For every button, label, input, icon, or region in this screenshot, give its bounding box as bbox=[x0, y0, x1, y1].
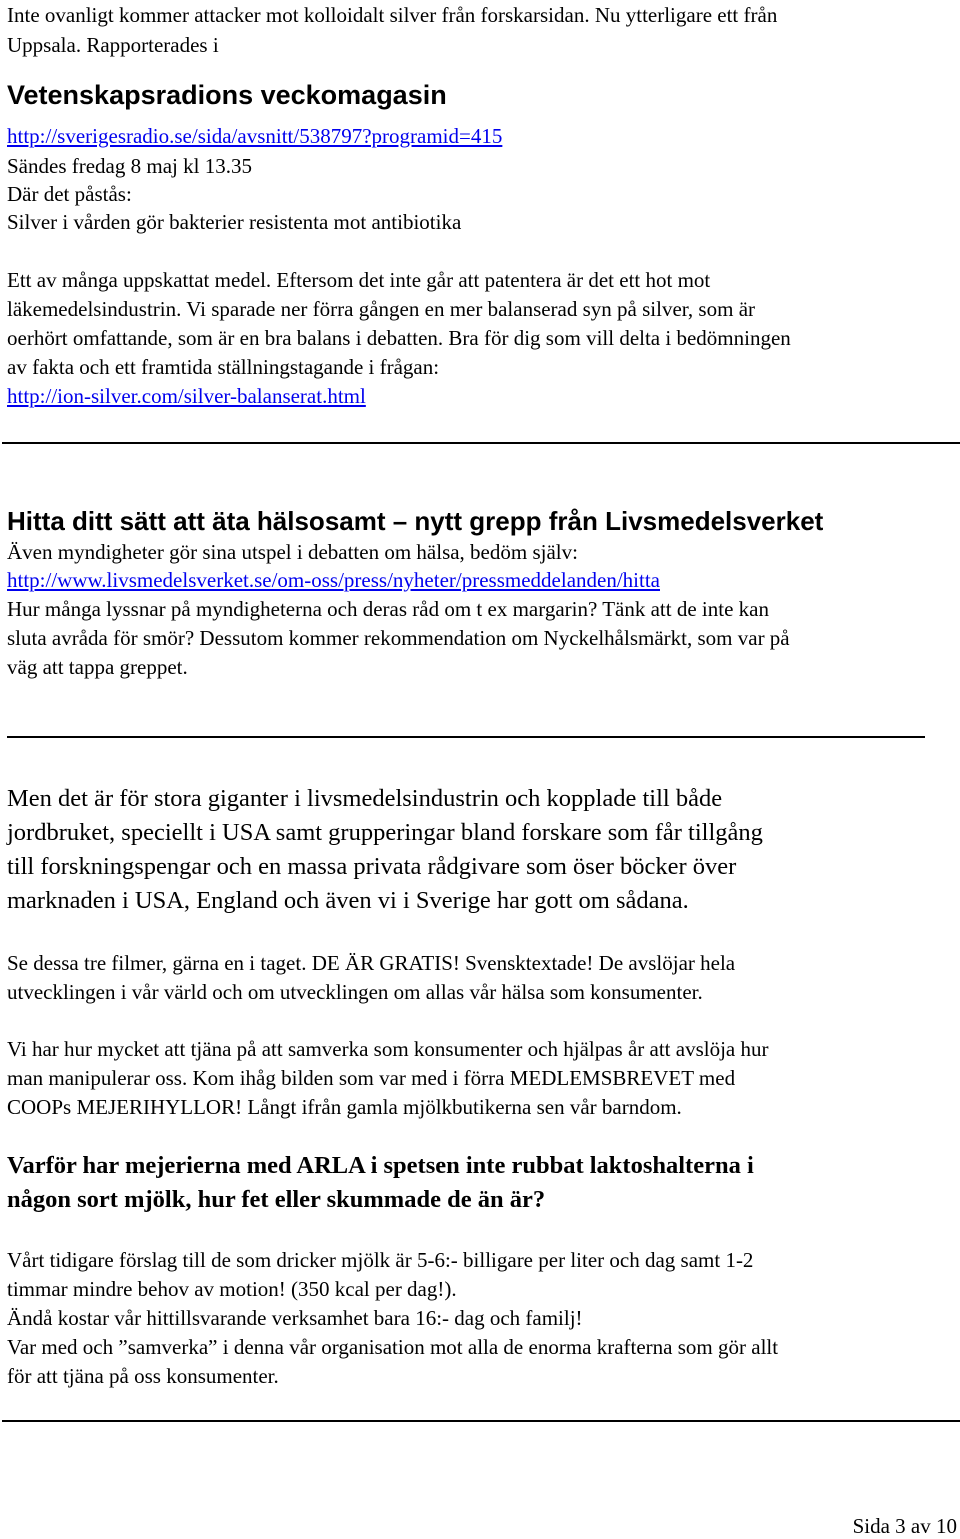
cooperate-line-2: man manipulerar oss. Kom ihåg bilden som var med i förra MEDLEMSBREVET med bbox=[7, 1066, 736, 1090]
section-divider-3 bbox=[2, 1420, 960, 1422]
silver-paragraph-line-2: läkemedelsindustrin. Vi sparade ner förra gången en mer balanserad syn på silver, som är bbox=[7, 297, 756, 321]
livs-line-1: Även myndigheter gör sina utspel i debatten om hälsa, bedöm själv: bbox=[7, 540, 578, 564]
section-heading-vetenskapsradion: Vetenskapsradions veckomagasin bbox=[7, 80, 447, 110]
silver-paragraph-line-1: Ett av många uppskattat medel. Eftersom det inte går att patentera är det ett hot mot bbox=[7, 268, 711, 292]
milk-line-1: Vårt tidigare förslag till de som dricker mjölk är 5-6:- billigare per liter och dag samt 1-2 bbox=[7, 1248, 754, 1272]
livs-line-3: sluta avråda för smör? Dessutom kommer rekommendation om Nyckelhålsmärkt, som var på bbox=[7, 626, 790, 650]
claim-intro: Där det påstås: bbox=[7, 182, 132, 206]
giants-line-3: till forskningspengar och en massa privata rådgivare som öser böcker över bbox=[7, 853, 737, 880]
silver-paragraph-line-3: oerhört omfattande, som är en bra balans i debatten. Bra för dig som vill delta i bedömningen bbox=[7, 326, 791, 350]
milk-line-3: Ändå kostar vår hittillsvarande verksamhet bara 16:- dag och familj! bbox=[7, 1306, 583, 1330]
sverigesradio-link[interactable]: http://sverigesradio.se/sida/avsnitt/538797?programid=415 bbox=[7, 124, 503, 148]
claim-text: Silver i vården gör bakterier resistenta mot antibiotika bbox=[7, 210, 462, 234]
intro-line-2: Uppsala. Rapporterades i bbox=[7, 33, 219, 57]
giants-line-1: Men det är för stora giganter i livsmedelsindustrin och kopplade till både bbox=[7, 785, 723, 812]
aired-date: Sändes fredag 8 maj kl 13.35 bbox=[7, 154, 252, 178]
section-divider-2 bbox=[7, 736, 925, 738]
page-number: Sida 3 av 10 bbox=[852, 1514, 957, 1538]
section-heading-livsmedelsverket: Hitta ditt sätt att äta hälsosamt – nytt grepp från Livsmedelsverket bbox=[7, 506, 824, 536]
livsmedelsverket-link[interactable]: http://www.livsmedelsverket.se/om-oss/press/nyheter/pressmeddelanden/hitta bbox=[7, 568, 660, 592]
livs-line-4: väg att tappa greppet. bbox=[7, 655, 188, 679]
giants-line-4: marknaden i USA, England och även vi i Sverige har gott om sådana. bbox=[7, 887, 689, 914]
cooperate-line-3: COOPs MEJERIHYLLOR! Långt ifrån gamla mjölkbutikerna sen vår barndom. bbox=[7, 1095, 682, 1119]
films-line-2: utvecklingen i vår värld och om utvecklingen om allas vår hälsa som konsumenter. bbox=[7, 980, 703, 1004]
arla-question-line-2: någon sort mjölk, hur fet eller skummade de än är? bbox=[7, 1186, 546, 1213]
giants-line-2: jordbruket, speciellt i USA samt grupperingar bland forskare som får tillgång bbox=[7, 819, 763, 846]
ion-silver-link[interactable]: http://ion-silver.com/silver-balanserat.html bbox=[7, 384, 366, 408]
silver-paragraph-line-4: av fakta och ett framtida ställningstagande i frågan: bbox=[7, 355, 440, 379]
arla-question-line-1: Varför har mejerierna med ARLA i spetsen inte rubbat laktoshalterna i bbox=[7, 1152, 754, 1179]
section-divider-1 bbox=[2, 442, 960, 444]
intro-line-1: Inte ovanligt kommer attacker mot kolloidalt silver från forskarsidan. Nu ytterligare ett från bbox=[7, 3, 778, 27]
livs-line-2: Hur många lyssnar på myndigheterna och deras råd om t ex margarin? Tänk att de inte kan bbox=[7, 597, 769, 621]
milk-line-4: Var med och ”samverka” i denna vår organisation mot alla de enorma krafterna som gör allt bbox=[7, 1335, 779, 1359]
milk-line-5: för att tjäna på oss konsumenter. bbox=[7, 1364, 279, 1388]
cooperate-line-1: Vi har hur mycket att tjäna på att samverka som konsumenter och hjälpas år att avslöja hur bbox=[7, 1037, 769, 1061]
films-line-1: Se dessa tre filmer, gärna en i taget. DE ÄR GRATIS! Svensktextade! De avslöjar hela bbox=[7, 951, 736, 975]
milk-line-2: timmar mindre behov av motion! (350 kcal per dag!). bbox=[7, 1277, 457, 1301]
